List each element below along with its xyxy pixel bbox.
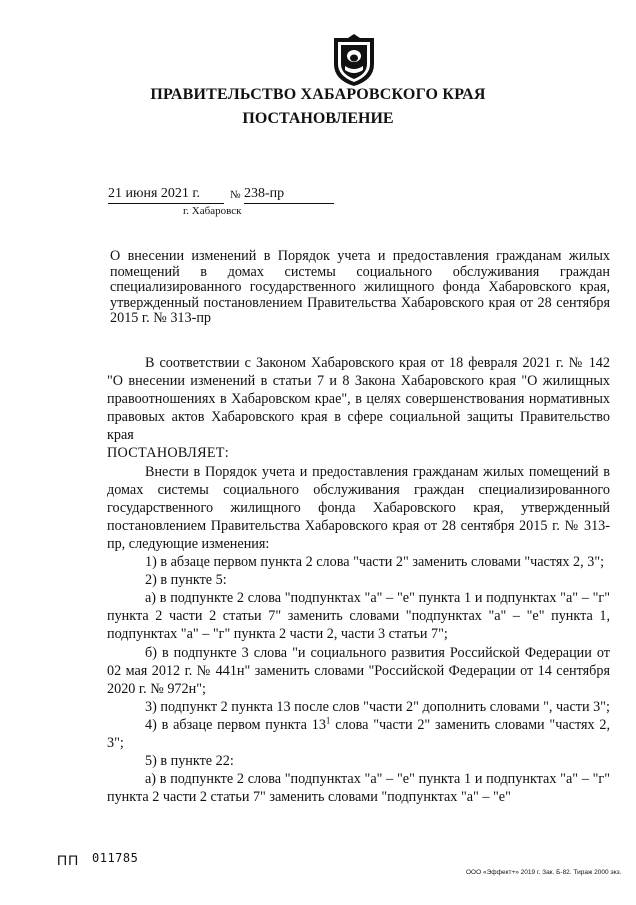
item-2: 2) в пункте 5: [145, 572, 227, 589]
form-code: ПП [57, 852, 80, 868]
item-1: 1) в абзаце первом пункта 2 слова "части 2" заменить словами "частях 2, 3"; [145, 554, 605, 571]
item-5a: а) в подпункте 2 слова "подпунктах "а" – "е" пункта 1 и подпунктах "а" – "г" пункта 2 части 2 статьи 7" заменить словами "подпунктах "а" – "е" [107, 771, 610, 806]
item-4-superscript: 1 [325, 715, 331, 726]
khabarovsk-emblem-icon [331, 34, 377, 88]
number-sign: № [230, 189, 241, 201]
organization-name: ПРАВИТЕЛЬСТВО ХАБАРОВСКОГО КРАЯ [150, 86, 486, 103]
item-2b: б) в подпункте 3 слова "и социального развития Российской Федерации от 02 мая 2012 г. № 441н" заменить словами "Российской Федерации от 14 сентября 2020 г. № 972н"; [107, 644, 610, 697]
item-5: 5) в пункте 22: [145, 753, 234, 770]
number-underline [244, 203, 334, 204]
preamble-paragraph: В соответствии с Законом Хабаровского края от 18 февраля 2021 г. № 142 "О внесении изменений в статьи 7 и 8 Закона Хабаровского края "О жилищных правоотношениях в Хабаровском крае", в целях совершенствования нормативных правовых актов Хабаровского края в сфере социальной защиты Правительство края [107, 355, 610, 444]
document-type: ПОСТАНОВЛЕНИЕ [242, 110, 394, 127]
document-date: 21 июня 2021 г. [108, 186, 201, 201]
resolves-heading: ПОСТАНОВЛЯЕТ: [107, 445, 230, 462]
document-city: г. Хабаровск [183, 205, 242, 217]
item-3: 3) подпункт 2 пункта 13 после слов "части 2" дополнить словами ", части 3"; [145, 698, 610, 715]
document-number: 238-пр [244, 186, 285, 201]
document-title: О внесении изменений в Порядок учета и предоставления гражданам жилых помещений в домах системы социального обслуживания граждан специализированного государственного жилищного фонда Хабаровского края, утвержденный постановлением Правительства Хабаровского края от 28 сентября 2015 г. № 313-пр [110, 248, 610, 327]
document-body [107, 354, 610, 806]
date-underline [108, 203, 224, 204]
item-2a: а) в подпункте 2 слова "подпунктах "а" – "е" пункта 1 и подпунктах "а" – "г" пункта 2 части 2 статьи 7" заменить словами "подпунктах "а" – "е" пункта 1, подпунктах "а" – "г" пункта 2 части 2, части 3 статьи 7"; [107, 590, 610, 643]
printer-imprint: ООО «Эффект+» 2019 г. Зак. Б-82. Тираж 2000 экз. [466, 869, 622, 876]
item-4-text: 4) в абзаце первом пункта 13 [145, 716, 326, 733]
item-4 [107, 716, 610, 752]
item-4-text-end: слова "части 2" заменить словами "частях 2, 3"; [107, 716, 610, 751]
main-paragraph: Внести в Порядок учета и предоставления гражданам жилых помещений в домах системы социального обслуживания граждан специализированного государственного жилищного фонда Хабаровского края, утвержденный постановлением Правительства Хабаровского края от 28 сентября 2015 г. № 313-пр, следующие изменения: [107, 463, 610, 552]
form-serial-number: 011785 [92, 851, 139, 865]
